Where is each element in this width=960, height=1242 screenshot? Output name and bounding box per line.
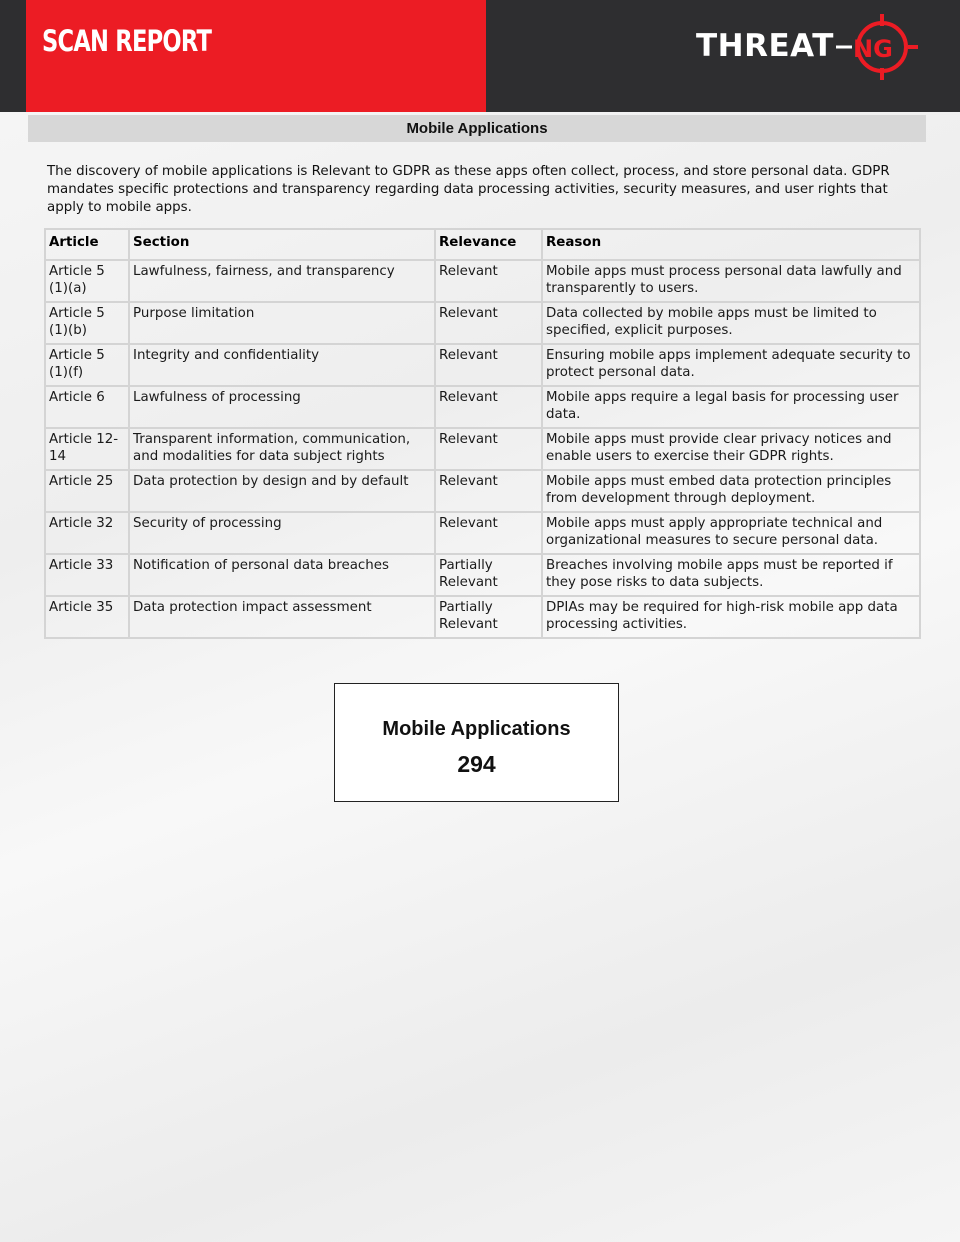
- table-row: [45, 596, 920, 638]
- report-header: [0, 0, 960, 112]
- logo-ng-mark: NG: [853, 35, 893, 63]
- logo-wordmark: THREAT: [696, 28, 834, 64]
- cell-article: Article 33: [45, 554, 129, 596]
- column-header-section: Section: [129, 229, 435, 260]
- mobile-apps-count-card: [334, 683, 619, 802]
- cell-article: Article 5 (1)(f): [45, 344, 129, 386]
- cell-section: Notification of personal data breaches: [129, 554, 435, 596]
- cell-article: Article 6: [45, 386, 129, 428]
- cell-relevance: Partially Relevant: [435, 596, 542, 638]
- cell-relevance: Relevant: [435, 386, 542, 428]
- report-title: SCAN REPORT: [42, 24, 212, 58]
- cell-reason: Mobile apps must provide clear privacy notices and enable users to exercise their GDPR rights.: [542, 428, 920, 470]
- cell-section: Purpose limitation: [129, 302, 435, 344]
- table-row: [45, 302, 920, 344]
- cell-article: Article 5 (1)(a): [45, 260, 129, 302]
- cell-article: Article 5 (1)(b): [45, 302, 129, 344]
- cell-section: Integrity and confidentiality: [129, 344, 435, 386]
- table-row: [45, 344, 920, 386]
- cell-relevance: Relevant: [435, 260, 542, 302]
- stat-label: Mobile Applications: [382, 718, 571, 740]
- column-header-reason: Reason: [542, 229, 920, 260]
- header-title-panel: [26, 0, 486, 112]
- table-header-row: [45, 229, 920, 260]
- stat-value: 294: [457, 751, 496, 777]
- table-row: [45, 512, 920, 554]
- table-row: [45, 554, 920, 596]
- cell-section: Security of processing: [129, 512, 435, 554]
- cell-article: Article 32: [45, 512, 129, 554]
- column-header-article: Article: [45, 229, 129, 260]
- cell-reason: Breaches involving mobile apps must be reported if they pose risks to data subjects.: [542, 554, 920, 596]
- cell-section: Lawfulness of processing: [129, 386, 435, 428]
- cell-relevance: Relevant: [435, 344, 542, 386]
- cell-reason: Mobile apps must process personal data lawfully and transparently to users.: [542, 260, 920, 302]
- threatng-logo: [696, 14, 936, 80]
- cell-relevance: Relevant: [435, 512, 542, 554]
- cell-reason: Mobile apps must embed data protection principles from development through deployment.: [542, 470, 920, 512]
- table-row: [45, 428, 920, 470]
- cell-reason: Mobile apps require a legal basis for processing user data.: [542, 386, 920, 428]
- cell-reason: Mobile apps must apply appropriate technical and organizational measures to secure personal data.: [542, 512, 920, 554]
- cell-article: Article 25: [45, 470, 129, 512]
- cell-relevance: Relevant: [435, 302, 542, 344]
- table-row: [45, 470, 920, 512]
- cell-relevance: Relevant: [435, 428, 542, 470]
- table-row: [45, 386, 920, 428]
- table-row: [45, 260, 920, 302]
- cell-section: Lawfulness, fairness, and transparency: [129, 260, 435, 302]
- cell-relevance: Relevant: [435, 470, 542, 512]
- column-header-relevance: Relevance: [435, 229, 542, 260]
- cell-section: Data protection by design and by default: [129, 470, 435, 512]
- cell-reason: Ensuring mobile apps implement adequate security to protect personal data.: [542, 344, 920, 386]
- cell-relevance: Partially Relevant: [435, 554, 542, 596]
- cell-reason: DPIAs may be required for high-risk mobile app data processing activities.: [542, 596, 920, 638]
- gdpr-table: [44, 228, 921, 639]
- cell-article: Article 35: [45, 596, 129, 638]
- cell-article: Article 12-14: [45, 428, 129, 470]
- section-title: Mobile Applications: [28, 115, 926, 142]
- cell-section: Transparent information, communication, and modalities for data subject rights: [129, 428, 435, 470]
- section-intro: The discovery of mobile applications is Relevant to GDPR as these apps often collect, process, and store personal data. GDPR mandates specific protections and transparency regarding data processing activities, security measures, and user rights that apply to mobile apps.: [47, 164, 890, 215]
- cell-reason: Data collected by mobile apps must be limited to specified, explicit purposes.: [542, 302, 920, 344]
- cell-section: Data protection impact assessment: [129, 596, 435, 638]
